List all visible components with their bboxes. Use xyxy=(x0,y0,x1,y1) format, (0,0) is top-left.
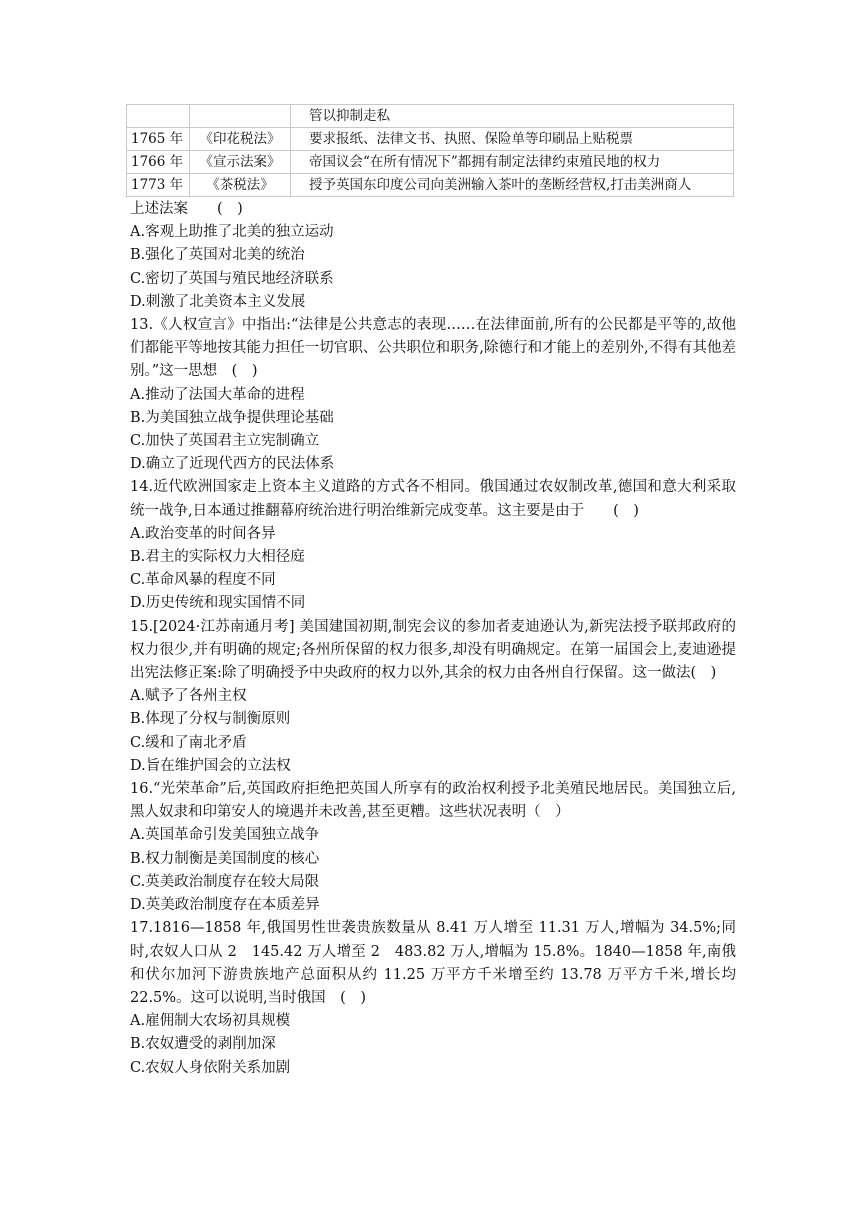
table-row xyxy=(127,174,734,197)
answer-option: C.缓和了南北矛盾 xyxy=(130,734,247,751)
table-row xyxy=(127,128,734,151)
question-stem: 上述法案 ( ) xyxy=(130,201,243,217)
answer-option: D.英美政治制度存在本质差异 xyxy=(130,897,320,914)
table-row xyxy=(127,105,734,128)
answer-option: B.为美国独立战争提供理论基础 xyxy=(130,409,334,426)
year-cell: 1773 年 xyxy=(127,174,190,197)
answer-option: C.加快了英国君主立宪制确立 xyxy=(130,433,320,450)
table-row xyxy=(127,151,734,174)
answer-option: A.英国革命引发美国独立战争 xyxy=(130,827,320,844)
law-name-cell: 《茶税法》 xyxy=(190,174,291,197)
question-stem: 15.[2024·江苏南通月考] 美国建国初期,制宪会议的参加者麦迪逊认为,新宪法授予联邦政府的权力很少,并有明确的规定;各州所保留的权力很多,却没有明确规定。在第一届国会上,麦迪逊提出宪法修正案:除了明确授予中央政府的权力以外,其余的权力由各州自行保留。这一做法( ) xyxy=(130,618,736,682)
answer-option: A.赋予了各州主权 xyxy=(130,688,247,705)
answer-option: A.客观上助推了北美的独立运动 xyxy=(130,224,334,241)
answer-option: A.政治变革的时间各异 xyxy=(130,525,276,542)
law-desc-cell: 授予英国东印度公司向美洲输入茶叶的垄断经营权,打击美洲商人 xyxy=(291,174,734,197)
answer-option: A.推动了法国大革命的进程 xyxy=(130,386,305,403)
year-cell xyxy=(127,105,190,128)
law-name-cell: 《印花税法》 xyxy=(190,128,291,151)
question-stem: 17.1816—1858 年,俄国男性世袭贵族数量从 8.41 万人增至 11.31 万人,增幅为 34.5%;同时,农奴人口从 2 145.42 万人增至 2 483.82 万人,增幅为 15.8%。1840—1858 年,南俄和伏尔加河下游贵族地产总面积从约 11.25 万平方千米增至约 13.78 万平方千米,增长均 22.5%。这可以说明,当时俄国 ( ) xyxy=(130,920,736,1006)
answer-option: D.历史传统和现实国情不同 xyxy=(130,595,306,612)
answer-option: D.刺激了北美资本主义发展 xyxy=(130,293,306,310)
answer-option: B.农奴遭受的剥削加深 xyxy=(130,1036,276,1053)
question-list xyxy=(130,198,736,1080)
answer-option: C.密切了英国与殖民地经济联系 xyxy=(130,270,334,287)
answer-option: A.雇佣制大农场初具规模 xyxy=(130,1013,291,1030)
year-cell: 1766 年 xyxy=(127,151,190,174)
law-desc-cell: 要求报纸、法律文书、执照、保险单等印刷品上贴税票 xyxy=(291,128,734,151)
law-desc-cell: 管以抑制走私 xyxy=(291,105,734,128)
answer-option: C.英美政治制度存在较大局限 xyxy=(130,873,320,890)
answer-option: D.旨在维护国会的立法权 xyxy=(130,757,291,774)
answer-option: B.强化了英国对北美的统治 xyxy=(130,247,305,264)
answer-option: C.农奴人身依附关系加剧 xyxy=(130,1059,291,1076)
law-desc-cell: 帝国议会“在所有情况下”都拥有制定法律约束殖民地的权力 xyxy=(291,151,734,174)
answer-option: B.君主的实际权力大相径庭 xyxy=(130,549,305,566)
question-stem: 14.近代欧洲国家走上资本主义道路的方式各不相同。俄国通过农奴制改革,德国和意大利采取统一战争,日本通过推翻幕府统治进行明治维新完成变革。这主要是由于 ( ) xyxy=(130,479,736,519)
question-stem: 16.“光荣革命”后,英国政府拒绝把英国人所享有的政治权利授予北美殖民地居民。美国独立后,黑人奴隶和印第安人的境遇并未改善,甚至更糟。这些状况表明（ ） xyxy=(130,781,736,821)
answer-option: B.权力制衡是美国制度的核心 xyxy=(130,850,320,867)
answer-option: C.革命风暴的程度不同 xyxy=(130,572,276,589)
laws-table xyxy=(126,104,734,197)
law-name-cell: 《宣示法案》 xyxy=(190,151,291,174)
question-stem: 13.《人权宣言》中指出:“法律是公共意志的表现……在法律面前,所有的公民都是平等的,故他们都能平等地按其能力担任一切官职、公共职位和职务,除德行和才能上的差别外,不得有其他差别。”这一思想 ( ) xyxy=(130,317,736,380)
law-name-cell xyxy=(190,105,291,128)
year-cell: 1765 年 xyxy=(127,128,190,151)
answer-option: D.确立了近现代西方的民法体系 xyxy=(130,456,335,473)
answer-option: B.体现了分权与制衡原则 xyxy=(130,711,291,728)
